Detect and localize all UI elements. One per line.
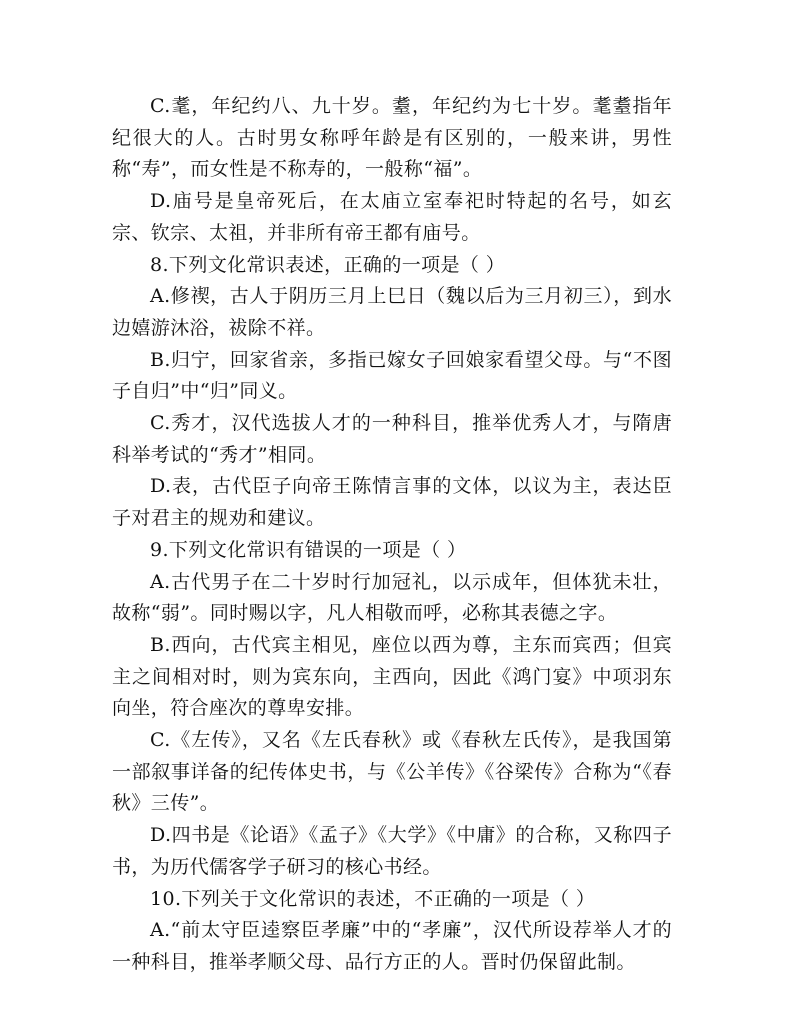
question-9-option-d: D.四书是《论语》《孟子》《大学》《中庸》的合称，又称四子书，为历代儒客学子研习的核心书经。 [112, 824, 672, 878]
question-9-option-c: C.《左传》，又名《左氏春秋》或《春秋左氏传》，是我国第一部叙事详备的纪传体史书，与《公羊传》《谷梁传》合称为“《春秋》三传”。 [112, 729, 672, 815]
option-c-elderly-terms: C.耄，年纪约八、九十岁。耋，年纪约为七十岁。耄耋指年纪很大的人。古时男女称呼年龄是有区别的，一般来讲，男性称“寿”，而女性是不称寿的，一般称“福”。 [112, 95, 672, 181]
document-page [112, 91, 672, 979]
question-9-option-b: B.西向，古代宾主相见，座位以西为尊，主东而宾西；但宾主之间相对时，则为宾东向，主西向，因此《鸿门宴》中项羽东向坐，符合座次的尊卑安排。 [112, 633, 672, 720]
question-10-stem: 10.下列关于文化常识的表述，不正确的一项是（ ） [150, 887, 596, 910]
option-d-temple-name: D.庙号是皇帝死后，在太庙立室奉祀时特起的名号，如玄宗、钦宗、太祖，并非所有帝王都有庙号。 [112, 190, 672, 244]
question-8-stem: 8.下列文化常识表述，正确的一项是（ ） [150, 253, 506, 276]
question-9-stem: 9.下列文化常识有错误的一项是（ ） [150, 538, 467, 561]
question-8-option-c: C.秀才，汉代选拔人才的一种科目，推举优秀人才，与隋唐科举考试的“秀才”相同。 [112, 412, 672, 466]
question-10-option-a: A.“前太守臣逵察臣孝廉”中的“孝廉”，汉代所设荐举人才的一种科目，推举孝顺父母、品行方正的人。晋时仍保留此制。 [112, 919, 672, 973]
question-8-option-d: D.表，古代臣子向帝王陈情言事的文体，以议为主，表达臣子对君主的规劝和建议。 [112, 475, 672, 530]
question-9-option-a: A.古代男子在二十岁时行加冠礼，以示成年，但体犹未壮，故称“弱”。同时赐以字，凡人相敬而呼，必称其表德之字。 [112, 570, 672, 625]
question-8-option-b: B.归宁，回家省亲，多指已嫁女子回娘家看望父母。与“不图子自归”中“归”同义。 [112, 348, 672, 403]
question-8-option-a: A.修禊，古人于阴历三月上巳日（魏以后为三月初三），到水边嬉游沐浴，祓除不祥。 [112, 285, 672, 339]
